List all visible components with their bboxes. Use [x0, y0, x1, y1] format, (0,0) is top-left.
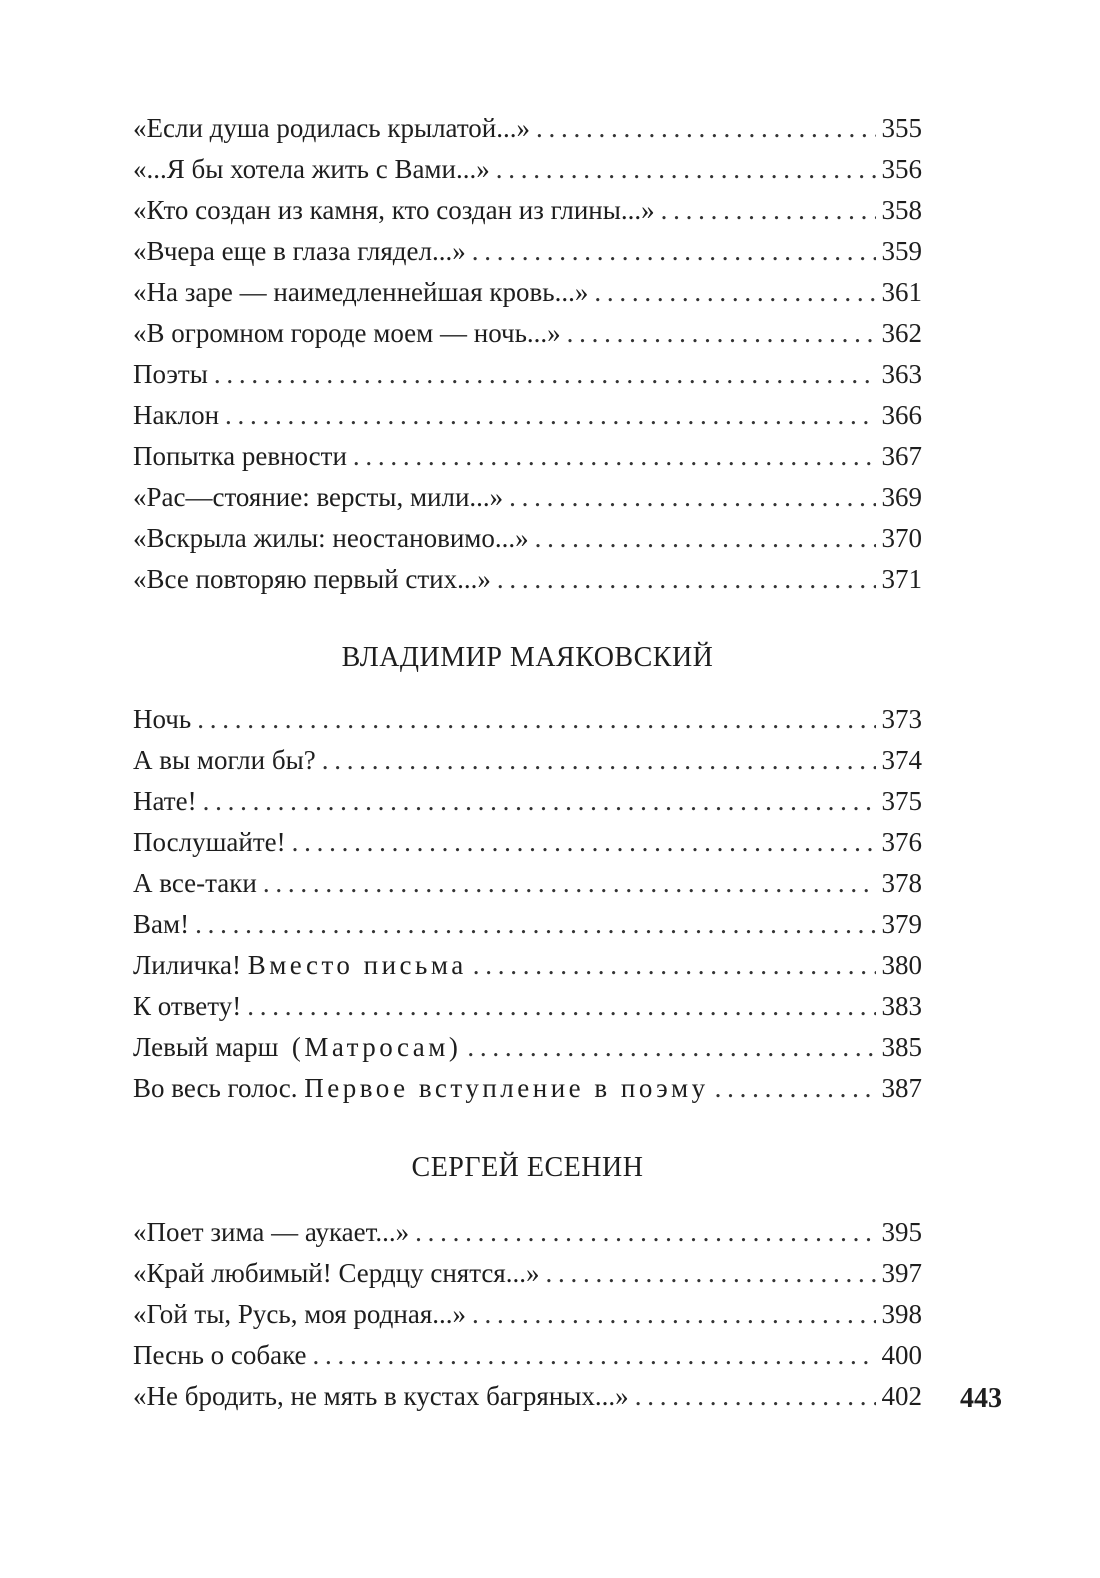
- toc-entry: [133, 190, 922, 231]
- entry-title: А вы могли бы?: [133, 745, 316, 775]
- entry-title: [133, 945, 467, 986]
- toc-entry: [133, 1212, 922, 1253]
- entry-title: «...Я бы хотела жить с Вами...»: [133, 154, 490, 184]
- toc-entry: [133, 945, 922, 986]
- entry-page: 375: [881, 786, 922, 816]
- entry-title: Послушайте!: [133, 827, 286, 857]
- entry-page: 374: [881, 745, 922, 775]
- entry-title-spaced: (Матросам): [291, 1032, 462, 1062]
- entry-title-spaced: Вместо письма: [247, 950, 467, 980]
- entry-page: 371: [881, 564, 922, 594]
- entry-page: 358: [881, 195, 922, 225]
- entry-title: «Все повторяю первый стих...»: [133, 564, 491, 594]
- leader-dots: [225, 395, 875, 436]
- entry-page: 373: [881, 704, 922, 734]
- toc-entry: [133, 740, 922, 781]
- leader-dots: [509, 477, 875, 518]
- toc-entry: [133, 313, 922, 354]
- entry-title: «Кто создан из камня, кто создан из глины...»: [133, 195, 655, 225]
- entry-title: Нате!: [133, 786, 197, 816]
- entry-page: 356: [881, 154, 922, 184]
- leader-dots: [214, 354, 876, 395]
- leader-dots: [635, 1376, 876, 1417]
- toc-entry: [133, 395, 922, 436]
- entry-page: 385: [881, 1032, 922, 1062]
- toc-entry: [133, 477, 922, 518]
- leader-dots: [496, 149, 876, 190]
- entry-title: «Вскрыла жилы: неостановимо...»: [133, 523, 529, 553]
- entry-title: Песнь о собаке: [133, 1340, 307, 1370]
- section-heading-yesenin: СЕРГЕЙ ЕСЕНИН: [411, 1152, 644, 1183]
- toc-entry: [133, 1376, 922, 1417]
- entry-title: Наклон: [133, 400, 220, 430]
- toc-entry: [133, 1253, 922, 1294]
- leader-dots: [415, 1212, 875, 1253]
- entry-title: К ответу!: [133, 991, 242, 1021]
- section-heading-mayakovsky: ВЛАДИМИР МАЯКОВСКИЙ: [341, 642, 714, 673]
- toc-entry: [133, 149, 922, 190]
- entry-page: 378: [881, 868, 922, 898]
- entry-page: 376: [881, 827, 922, 857]
- leader-dots: [567, 313, 876, 354]
- leader-dots: [536, 108, 876, 149]
- entry-page: 395: [881, 1217, 922, 1247]
- leader-dots: [472, 231, 876, 272]
- entry-page: 397: [881, 1258, 922, 1288]
- toc-entry: [133, 518, 922, 559]
- leader-dots: [322, 740, 876, 781]
- toc-entry: [133, 986, 922, 1027]
- entry-page: 359: [881, 236, 922, 266]
- entry-title: Ночь: [133, 704, 192, 734]
- toc-entry: [133, 559, 922, 600]
- leader-dots: [203, 781, 876, 822]
- leader-dots: [195, 904, 875, 945]
- entry-title: «Не бродить, не мять в кустах багряных...»: [133, 1381, 629, 1411]
- leader-dots: [594, 272, 875, 313]
- leader-dots: [197, 699, 875, 740]
- entry-title: Вам!: [133, 909, 190, 939]
- page-number: 443: [960, 1383, 1002, 1414]
- entry-page: 402: [881, 1381, 922, 1411]
- leader-dots: [472, 1294, 876, 1335]
- entry-page: 400: [881, 1340, 922, 1370]
- entry-title-main: Во весь голос.: [133, 1073, 298, 1103]
- entry-title: «На заре — наимедленнейшая кровь...»: [133, 277, 589, 307]
- entry-title: «Если душа родилась крылатой...»: [133, 113, 530, 143]
- toc-entry: [133, 108, 922, 149]
- entry-title: А все-таки: [133, 868, 257, 898]
- toc-entry: [133, 863, 922, 904]
- entry-page: 387: [881, 1073, 922, 1103]
- entry-title: «Вчера еще в глаза глядел...»: [133, 236, 466, 266]
- entry-page: 355: [881, 113, 922, 143]
- entry-page: 363: [881, 359, 922, 389]
- toc-section-mayakovsky: [133, 699, 922, 1109]
- leader-dots: [497, 559, 876, 600]
- toc-entry: [133, 1068, 922, 1109]
- toc-entry: [133, 354, 922, 395]
- entry-page: 379: [881, 909, 922, 939]
- leader-dots: [473, 945, 876, 986]
- entry-page: 369: [881, 482, 922, 512]
- toc-entry: [133, 1027, 922, 1068]
- leader-dots: [661, 190, 876, 231]
- toc-section-yesenin: [133, 1212, 922, 1417]
- entry-title: Поэты: [133, 359, 208, 389]
- entry-title: Попытка ревности: [133, 441, 347, 471]
- entry-page: 361: [881, 277, 922, 307]
- entry-title: «Поет зима — аукает...»: [133, 1217, 410, 1247]
- leader-dots: [535, 518, 876, 559]
- entry-title: «Рас—стояние: версты, мили...»: [133, 482, 504, 512]
- leader-dots: [545, 1253, 875, 1294]
- entry-page: 362: [881, 318, 922, 348]
- toc-entry: [133, 781, 922, 822]
- leader-dots: [467, 1027, 875, 1068]
- leader-dots: [715, 1068, 876, 1109]
- entry-title-main: Левый марш: [133, 1032, 279, 1062]
- entry-page: 366: [881, 400, 922, 430]
- entry-title-spaced: Первое вступление в поэму: [304, 1073, 709, 1103]
- entry-page: 380: [881, 950, 922, 980]
- entry-title: [133, 1068, 709, 1109]
- toc-entry: [133, 699, 922, 740]
- leader-dots: [313, 1335, 876, 1376]
- toc-section-tsvetaeva: [133, 108, 922, 600]
- entry-title: «Край любимый! Сердцу снятся...»: [133, 1258, 540, 1288]
- toc-entry: [133, 272, 922, 313]
- entry-title-main: Лиличка!: [133, 950, 241, 980]
- leader-dots: [263, 863, 876, 904]
- entry-title: «Гой ты, Русь, моя родная...»: [133, 1299, 466, 1329]
- toc-entry: [133, 904, 922, 945]
- leader-dots: [292, 822, 876, 863]
- entry-page: 398: [881, 1299, 922, 1329]
- leader-dots: [247, 986, 875, 1027]
- toc-entry: [133, 231, 922, 272]
- entry-page: 370: [881, 523, 922, 553]
- toc-entry: [133, 436, 922, 477]
- toc-entry: [133, 1335, 922, 1376]
- entry-title: [133, 1027, 461, 1068]
- entry-page: 383: [881, 991, 922, 1021]
- toc-entry: [133, 1294, 922, 1335]
- leader-dots: [353, 436, 876, 477]
- toc-entry: [133, 822, 922, 863]
- entry-page: 367: [881, 441, 922, 471]
- entry-title: «В огромном городе моем — ночь...»: [133, 318, 561, 348]
